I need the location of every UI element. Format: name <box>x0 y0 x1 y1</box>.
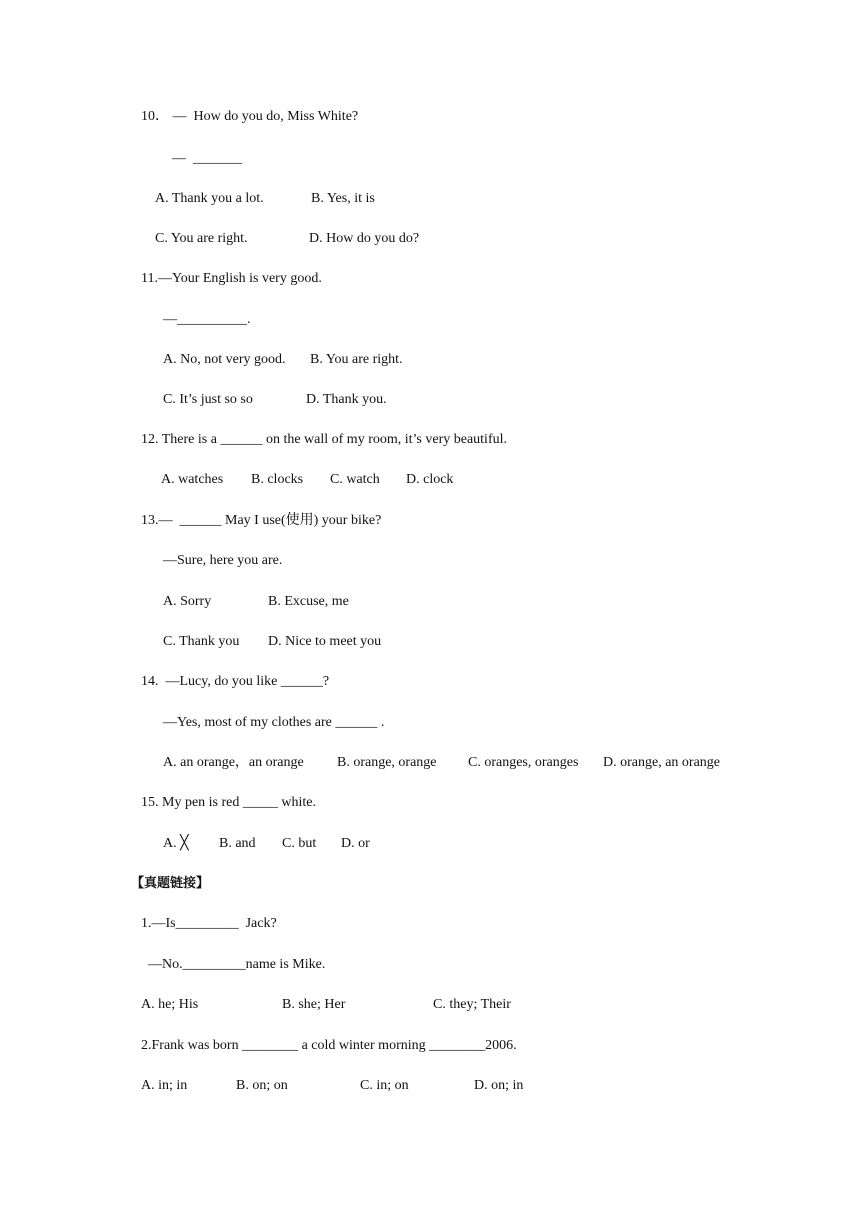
q12-option-a: A. watches <box>161 472 224 487</box>
q14-reply: ―Yes, most of my clothes are ______ . <box>163 715 385 730</box>
q11-option-b: B. You are right. <box>310 352 403 367</box>
q13-reply: ―Sure, here you are. <box>163 553 283 568</box>
q15-stem: 15. My pen is red _____ white. <box>141 795 316 810</box>
q10-option-b: B. Yes, it is <box>311 191 375 206</box>
q10-option-c: C. You are right. <box>155 231 248 246</box>
q13-option-c: C. Thank you <box>163 634 240 649</box>
q11-option-a: A. No, not very good. <box>163 352 286 367</box>
q10-stem: 10． ― How do you do, Miss White? <box>141 109 359 124</box>
q11-reply: ―__________. <box>163 312 251 327</box>
q13-option-d: D. Nice to meet you <box>268 634 382 649</box>
q11-option-c: C. It’s just so so <box>163 392 253 407</box>
q13-stem: 13.― ______ May I use(使用) your bike? <box>141 513 382 528</box>
r1-stem: 1.―Is_________ Jack? <box>141 916 277 931</box>
q15-option-b: B. and <box>219 836 256 851</box>
r2-option-a: A. in; in <box>141 1078 188 1093</box>
q12-option-b: B. clocks <box>251 472 304 487</box>
q15-option-a: A. ╳ <box>163 836 189 851</box>
q12-option-c: C. watch <box>330 472 380 487</box>
q14-option-b: B. orange, orange <box>337 755 437 770</box>
q10-reply: ― _______ <box>172 151 242 166</box>
q10-option-d: D. How do you do? <box>309 231 420 246</box>
q15-option-d: D. or <box>341 836 370 851</box>
q14-stem: 14. ―Lucy, do you like ______? <box>141 674 330 689</box>
r1-reply: ―No._________name is Mike. <box>148 957 326 972</box>
q12-stem: 12. There is a ______ on the wall of my room, it’s very beautiful. <box>141 432 508 447</box>
q13-option-b: B. Excuse, me <box>268 594 349 609</box>
r1-option-c: C. they; Their <box>433 997 511 1012</box>
q11-option-d: D. Thank you. <box>306 392 387 407</box>
q11-stem: 11.―Your English is very good. <box>141 271 322 286</box>
r2-option-d: D. on; in <box>474 1078 524 1093</box>
r1-option-a: A. he; His <box>141 997 199 1012</box>
r2-option-c: C. in; on <box>360 1078 409 1093</box>
r1-option-b: B. she; Her <box>282 997 346 1012</box>
section-heading: 【真题链接】 <box>131 876 210 891</box>
q14-option-d: D. orange, an orange <box>603 755 721 770</box>
r2-stem: 2.Frank was born ________ a cold winter morning ________2006. <box>141 1038 517 1053</box>
q13-option-a: A. Sorry <box>163 594 212 609</box>
q14-option-a: A. an orange，an orange <box>163 755 304 770</box>
q10-option-a: A. Thank you a lot. <box>155 191 264 206</box>
r2-option-b: B. on; on <box>236 1078 288 1093</box>
q14-option-c: C. oranges, oranges <box>468 755 579 770</box>
q15-option-c: C. but <box>282 836 317 851</box>
q12-option-d: D. clock <box>406 472 454 487</box>
